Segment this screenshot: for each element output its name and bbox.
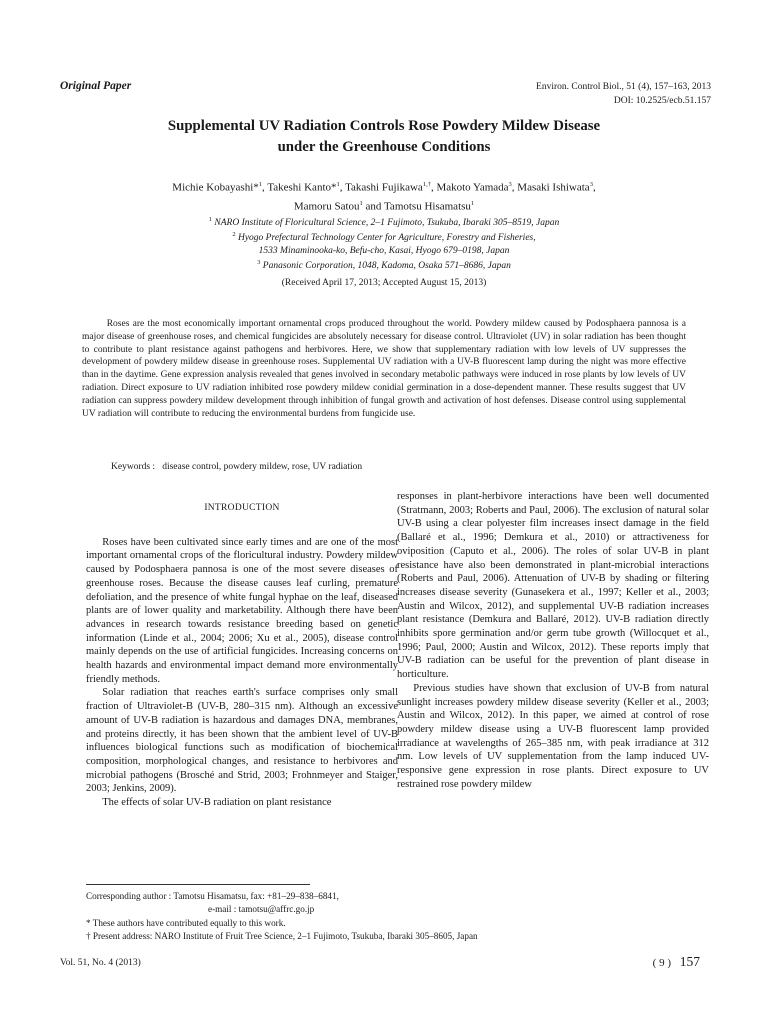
author-affil-mark: 1,† — [422, 181, 431, 188]
title-line-1: Supplemental UV Radiation Controls Rose Powdery Mildew Disease — [167, 118, 601, 134]
author-affil-mark: 1 — [258, 181, 262, 188]
affiliation-text: Panasonic Corporation, 1048, Kadoma, Osaka 571–8686, Japan — [262, 261, 511, 272]
title-line-2: under the Greenhouse Conditions — [277, 139, 491, 155]
body-paragraph: The effects of solar UV-B radiation on plant resistance — [102, 797, 332, 809]
present-address-note: † Present address: NARO Institute of Fruit Tree Science, 2–1 Fujimoto, Tsukuba, Ibaraki 305–8605, Japan — [86, 930, 478, 941]
paper-title — [60, 116, 708, 158]
corresponding-author: Corresponding author : Tamotsu Hisamatsu, fax: +81–29–838–6841, — [86, 891, 339, 901]
corresponding-email: e-mail : tamotsu@affrc.go.jp — [208, 904, 315, 915]
authors-line-1: Michie Kobayashi*$^1$, Takeshi Kanto*$^1$, Takashi Fujikawa$^{1,\dagger}$, Makoto Yamada$^3$, Masaki Ishiwata$^3$, — [172, 181, 596, 194]
affiliation-line — [60, 214, 708, 229]
keywords-label: Keywords : — [111, 462, 156, 472]
volume-info: Vol. 51, No. 4 (2013) — [60, 958, 141, 968]
body-paragraph: Solar radiation that reaches earth's surface comprises only small fraction of Ultraviolet-B (UV-B, 280–315 nm). Although an excessive amount of UV-B radiation is hazardous and damages DNA, membranes, and proteins directly, it has been shown that the ambient level of UV-B influences biological functions such as modification of biochemical composition, morphological changes, and resistance to herbivores and microbial pathogens (Brosché and Strid, 2003; Frohnmeyer and Staiger, 2003; Jenkins, 2009). — [86, 687, 398, 795]
abstract-text: Roses are the most economically important ornamental crops produced throughout the world. Powdery mildew caused by Podosphaera pannosa is a major disease of greenhouse roses, and chemical fungicides are absolutely necessary for disease control. Ultraviolet (UV) in solar radiation has been thought to contribute to plant resistance against pathogens and herbivores. Here, we show that supplementary radiation with low levels of UV suppresses the development of powdery mildew disease in greenhouse roses. Supplemental UV radiation with a UV-B fluorescent lamp during the night was more effective than in the daytime. Gene expression analysis revealed that genes involved in secondary metabolic pathways were induced in rose plants by low levels of UV radiation. Direct exposure to UV radiation inhibited rose powdery mildew conidial germination in a dose-dependent manner. These results suggest that UV radiation can suppress powdery mildew development through inhibition of fungal growth and activation of host defenses. Disease control using supplemental UV radiation will contribute to reducing the environmental burdens from fungicide use. — [82, 319, 686, 419]
affiliation-mark: 2 — [232, 231, 236, 239]
author-name: Tamotsu Hisamatsu — [383, 200, 471, 213]
author-conjunction: and — [365, 200, 382, 213]
author-name: Makoto Yamada — [436, 181, 509, 194]
affiliation-line — [60, 245, 708, 257]
abstract — [82, 318, 686, 420]
author-affil-mark: 3 — [589, 181, 593, 188]
affiliations — [60, 214, 708, 273]
affiliation-mark: 3 — [257, 259, 261, 267]
affiliation-mark: 1 — [208, 216, 213, 223]
authors-line-2 — [60, 196, 708, 215]
equal-contribution-note: * These authors have contributed equally to this work. — [86, 917, 286, 928]
page-number-block — [653, 954, 700, 970]
citation-line: Environ. Control Biol., 51 (4), 157–163, 2013 — [536, 82, 711, 92]
author-name: Takashi Fujikawa — [345, 181, 423, 194]
author-affil-mark: 1 — [470, 199, 475, 207]
body-paragraph: Previous studies have shown that exclusion of UV-B from natural sunlight increases powdery mildew disease severity (Keller et al., 2003; Austin and Wilcox, 2012). In this paper, we aimed at control of rose powdery mildew disease using a UV-B fluorescent lamp provided irradiance at wavelengths of 265–385 nm, with peak irradiance at 312 nm. Low levels of UV supplementation from the lamp induced UV-responsive gene expression in rose plants. Direct exposure to UV restrained rose powdery mildew — [397, 682, 709, 790]
author-name: Mamoru Satou — [293, 200, 360, 213]
section-heading: INTRODUCTION — [204, 503, 280, 513]
page-number: 157 — [679, 954, 700, 969]
author-affil-mark: 1 — [359, 199, 363, 207]
author-name: Michie Kobayashi* — [172, 181, 259, 194]
footnotes — [86, 890, 478, 943]
body-column-right — [397, 490, 709, 791]
journal-citation — [536, 80, 711, 108]
author-name: Masaki Ishiwata — [517, 181, 590, 194]
author-affil-mark: 3 — [508, 181, 512, 188]
received-dates: (Received April 17, 2013; Accepted August 15, 2013) — [281, 278, 487, 288]
doi-line: DOI: 10.2525/ecb.51.157 — [613, 96, 711, 106]
affiliation-text: Hyogo Prefectural Technology Center for Agriculture, Forestry and Fisheries, — [237, 233, 536, 244]
affiliation-text: NARO Institute of Floricultural Science, 2–1 Fujimoto, Tsukuba, Ibaraki 305–8519, Japan — [214, 218, 560, 229]
body-paragraph: Roses have been cultivated since early times and are one of the most important ornamental crops of the floricultural industry. Powdery mildew caused by Podosphaera pannosa is one of the most severe diseases of greenhouse roses. Because the disease causes leaf curling, premature defoliation, and the presence of white fungal hyphae on the leaf, diseased plants are of lower quality and marketability. Although there have been advances in research towards resistance breeding based on genetic information (Linde et al., 2004; 2006; Xu et al., 2005), disease control mainly depends on the use of artificial fungicides. Increasing concerns on health hazards and environmental impact demand more environmentally friendly methods. — [86, 536, 398, 685]
author-list — [60, 177, 708, 214]
footnote-divider — [86, 884, 310, 885]
sequence-number: ( 9 ) — [652, 957, 671, 969]
keywords-text: disease control, powdery mildew, rose, UV radiation — [162, 462, 363, 472]
author-affil-mark: 1 — [336, 181, 340, 188]
body-column-left — [86, 490, 398, 810]
article-type-label: Original Paper — [60, 80, 132, 92]
affiliation-line — [60, 257, 708, 272]
author-name: Takeshi Kanto* — [267, 181, 337, 194]
body-paragraph: responses in plant-herbivore interactions have been well documented (Stratmann, 2003; Roberts and Paul, 2006). The exclusion of natural solar UV-B using a clear polyester film increases insect damage in the field (Ballaré et al., 1996; Demkura et al., 2010) or attractiveness for oviposition (Caputo et al., 2006). The roles of solar UV-B in plant resistance have also been demonstrated in plant-microbial interactions (Roberts and Paul, 2006). Attenuation of UV-B by shading or filtering increases disease severity (Gunasekera et al., 1997; Keller et al., 2003; Austin and Wilcox, 2012), and supplemental UV-B radiation increases plant resistance (Demkura and Ballaré, 2012). UV-B radiation directly inhibits spore germination and/or germ tube growth (Willocquet et al., 1996; Paul, 2000; Austin and Wilcox, 2012). These reports imply that UV-B radiation can be useful for the prevention of plant disease in horticulture. — [397, 491, 709, 681]
affiliation-text: 1533 Minaminooka-ko, Befu-cho, Kasai, Hyogo 679–0198, Japan — [258, 245, 510, 256]
affiliation-line — [60, 229, 708, 244]
keywords — [111, 462, 362, 472]
